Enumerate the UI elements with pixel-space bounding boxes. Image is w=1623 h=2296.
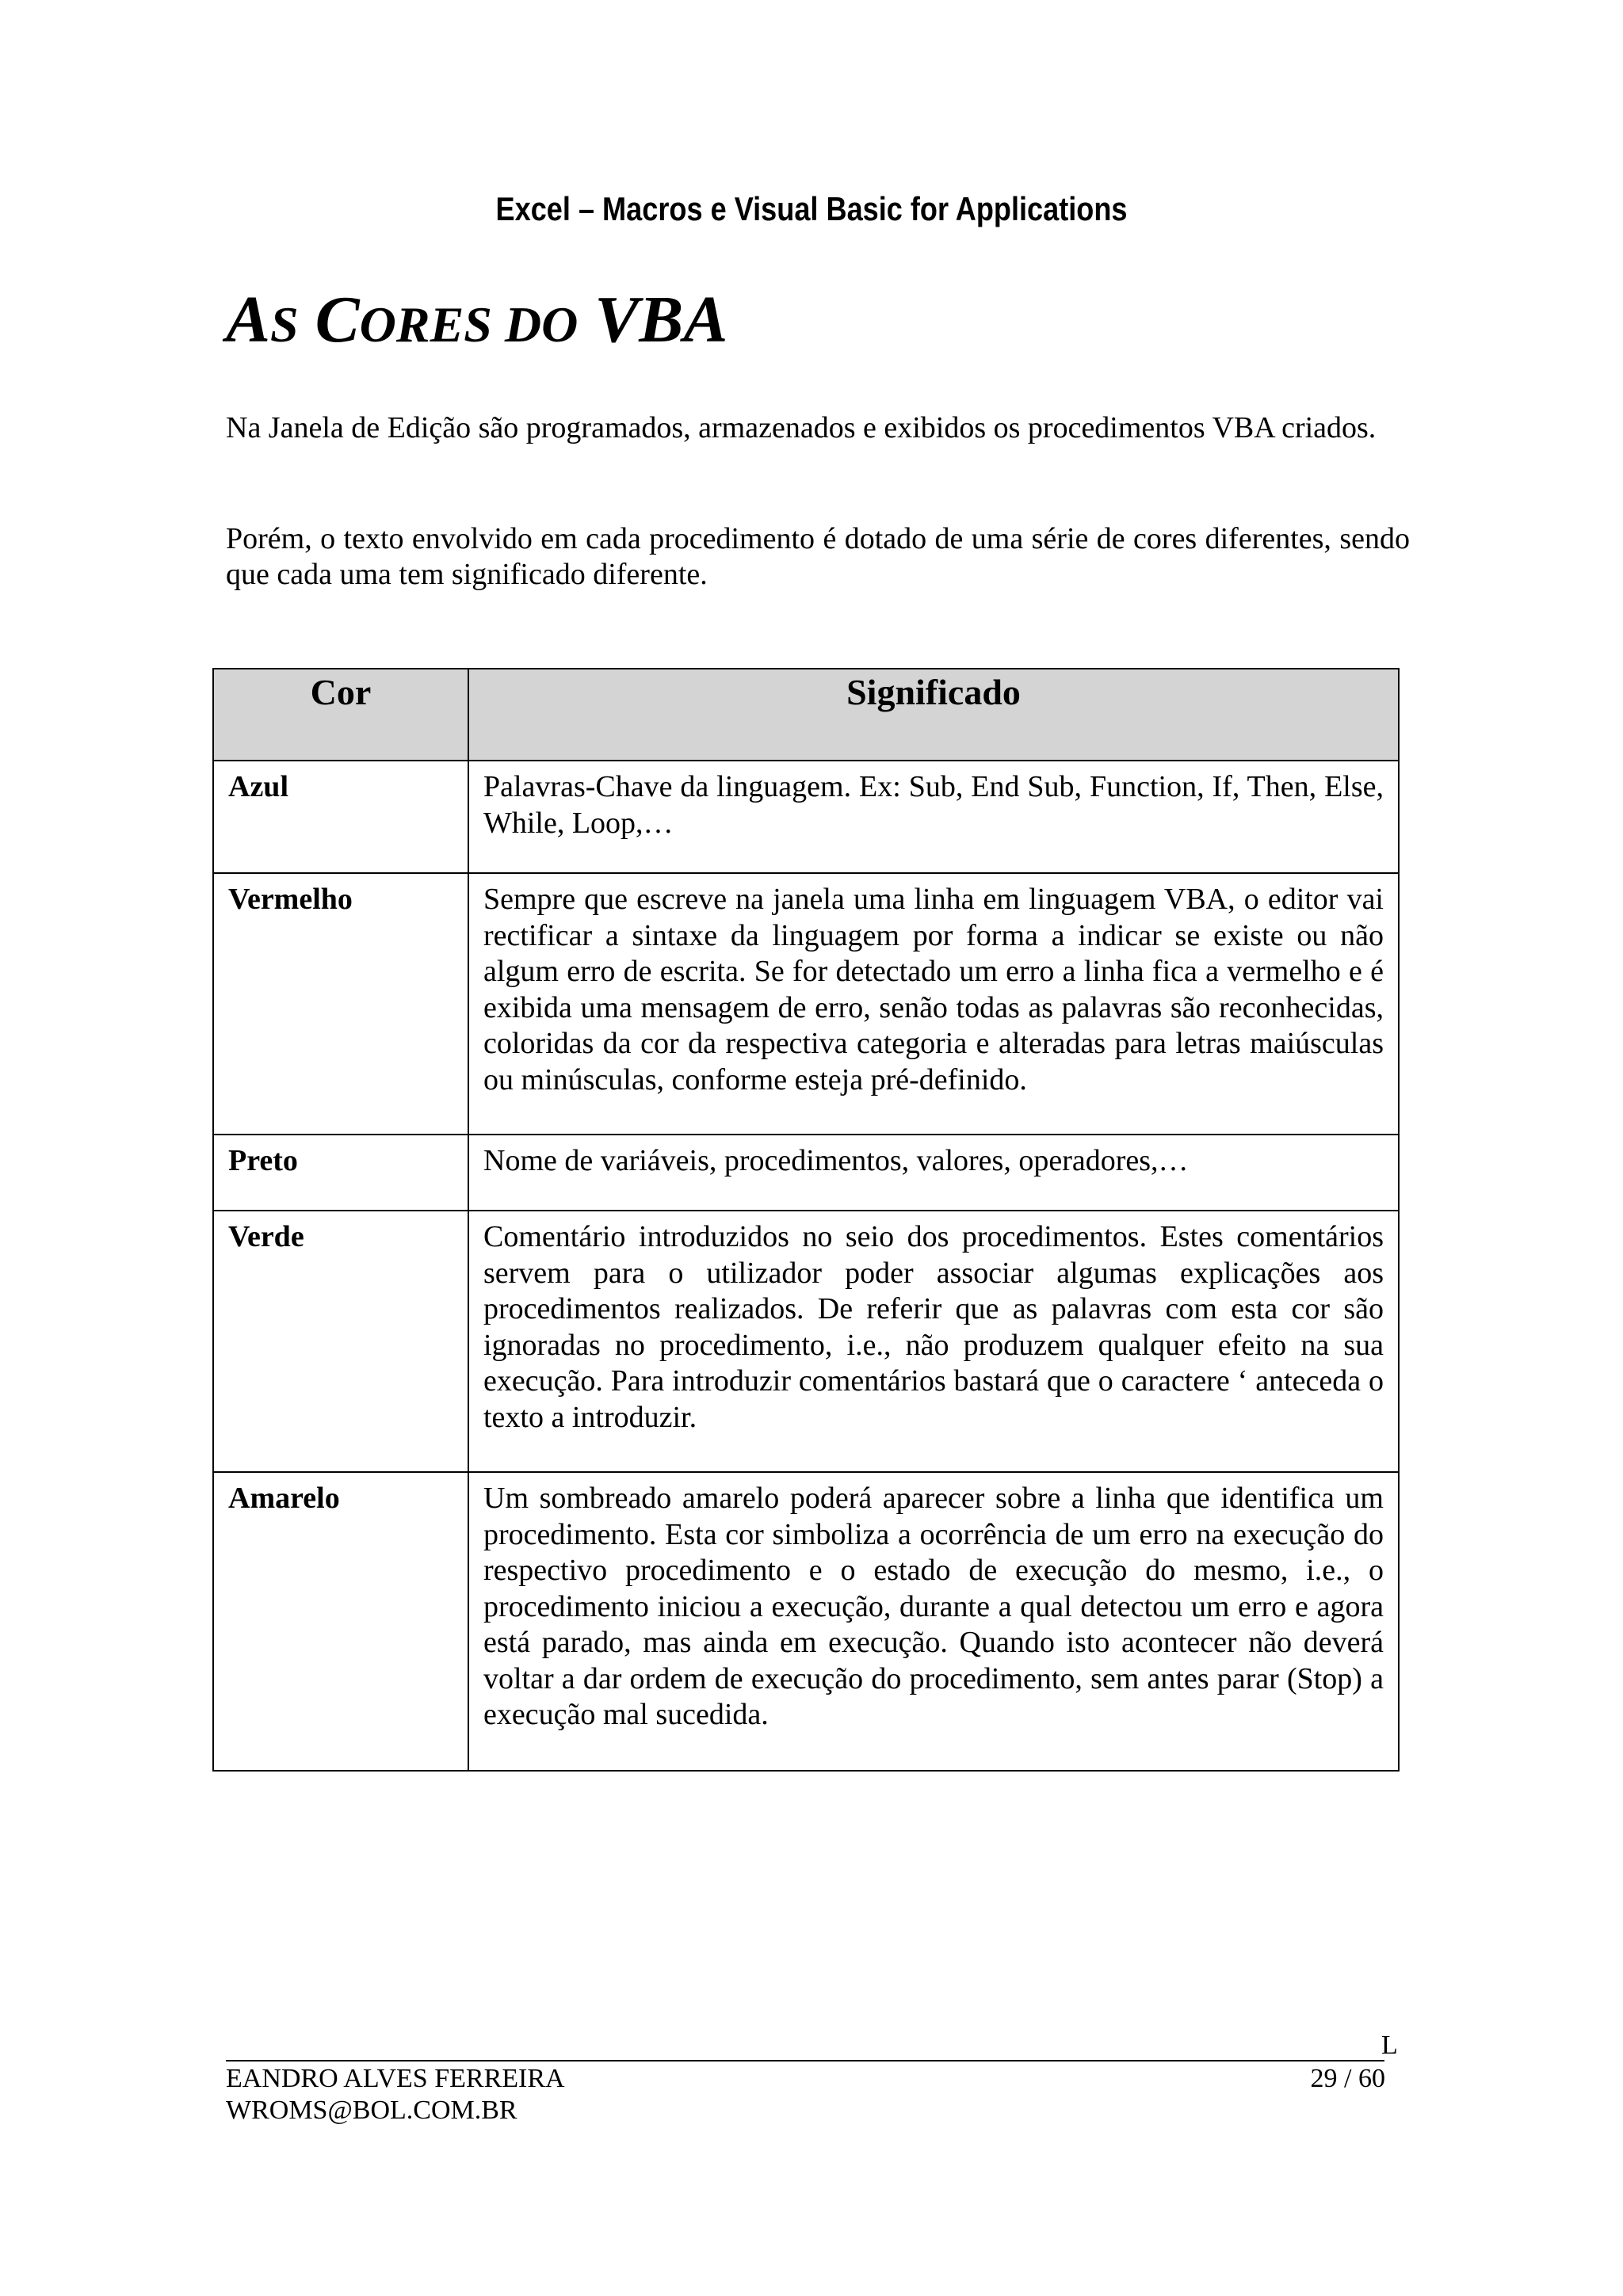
table-row [213,873,1399,1135]
title-vba: VBA [594,283,728,357]
page-title [226,284,727,357]
color-name-cell: Verde [213,1211,468,1472]
colors-table [212,668,1400,1772]
color-name-cell: Vermelho [213,873,468,1135]
intro-paragraph-2: Porém, o texto envolvido em cada procedimento é dotado de uma série de cores diferentes, sendo que cada uma tem significado diferente. [226,522,1410,591]
footer-divider [226,2060,1384,2061]
color-name-cell: Amarelo [213,1472,468,1771]
color-name-cell: Preto [213,1135,468,1211]
footer-corner-letter: L [1381,2031,1398,2060]
footer-author: EANDRO ALVES FERREIRA [226,2064,565,2093]
table-row [213,761,1399,873]
running-header: Excel – Macros e Visual Basic for Applications [495,190,1128,227]
table-row [213,1211,1399,1472]
title-small-caps-ores-do: ORES DO [359,296,579,353]
meaning-cell: Comentário introduzidos no seio dos procedimentos. Estes comentários servem para o utilizador poder associar algumas explicações aos procedimentos realizados. De referir que as palavras com esta cor são ignoradas no procedimento, i.e., não produzem qualquer efeito na sua execução. Para introduzir comentários bastará que o caractere ‘ anteceda o texto a introduzir. [468,1211,1399,1472]
table-row [213,1135,1399,1211]
intro-paragraph-1: Na Janela de Edição são programados, armazenados e exibidos os procedimentos VBA criados. [226,411,1377,444]
header-significado: Significado [468,669,1399,761]
title-small-caps-s: S [270,296,299,353]
page-number: 29 / 60 [1310,2064,1385,2093]
meaning-cell: Um sombreado amarelo poderá aparecer sobre a linha que identifica um procedimento. Esta cor simboliza a ocorrência de um erro na execução do respectivo procedimento e o estado de execução do mesmo, i.e., o procedimento iniciou a execução, durante a qual detectou um erro e agora está parado, mas ainda em execução. Quando isto acontecer não deverá voltar a dar ordem de execução do procedimento, sem antes parar (Stop) a execução mal sucedida. [468,1472,1399,1771]
colors-table-container [212,668,1398,1772]
title-cap-a: A [226,283,271,357]
title-cap-c: C [315,283,360,357]
meaning-cell: Nome de variáveis, procedimentos, valores, operadores,… [468,1135,1399,1211]
color-name-cell: Azul [213,761,468,873]
table-row [213,1472,1399,1771]
meaning-cell: Sempre que escreve na janela uma linha em linguagem VBA, o editor vai rectificar a sintaxe da linguagem por forma a indicar se existe ou não algum erro de escrita. Se for detectado um erro a linha fica a vermelho e é exibida uma mensagem de erro, senão todas as palavras são reconhecidas, coloridas da cor da respectiva categoria e alteradas para letras maiúsculas ou minúsculas, conforme esteja pré-definido. [468,873,1399,1135]
header-cor: Cor [213,669,468,761]
footer-email: WROMS@BOL.COM.BR [226,2096,517,2125]
meaning-cell: Palavras-Chave da linguagem. Ex: Sub, End Sub, Function, If, Then, Else, While, Loop,… [468,761,1399,873]
table-header-row [213,669,1399,761]
